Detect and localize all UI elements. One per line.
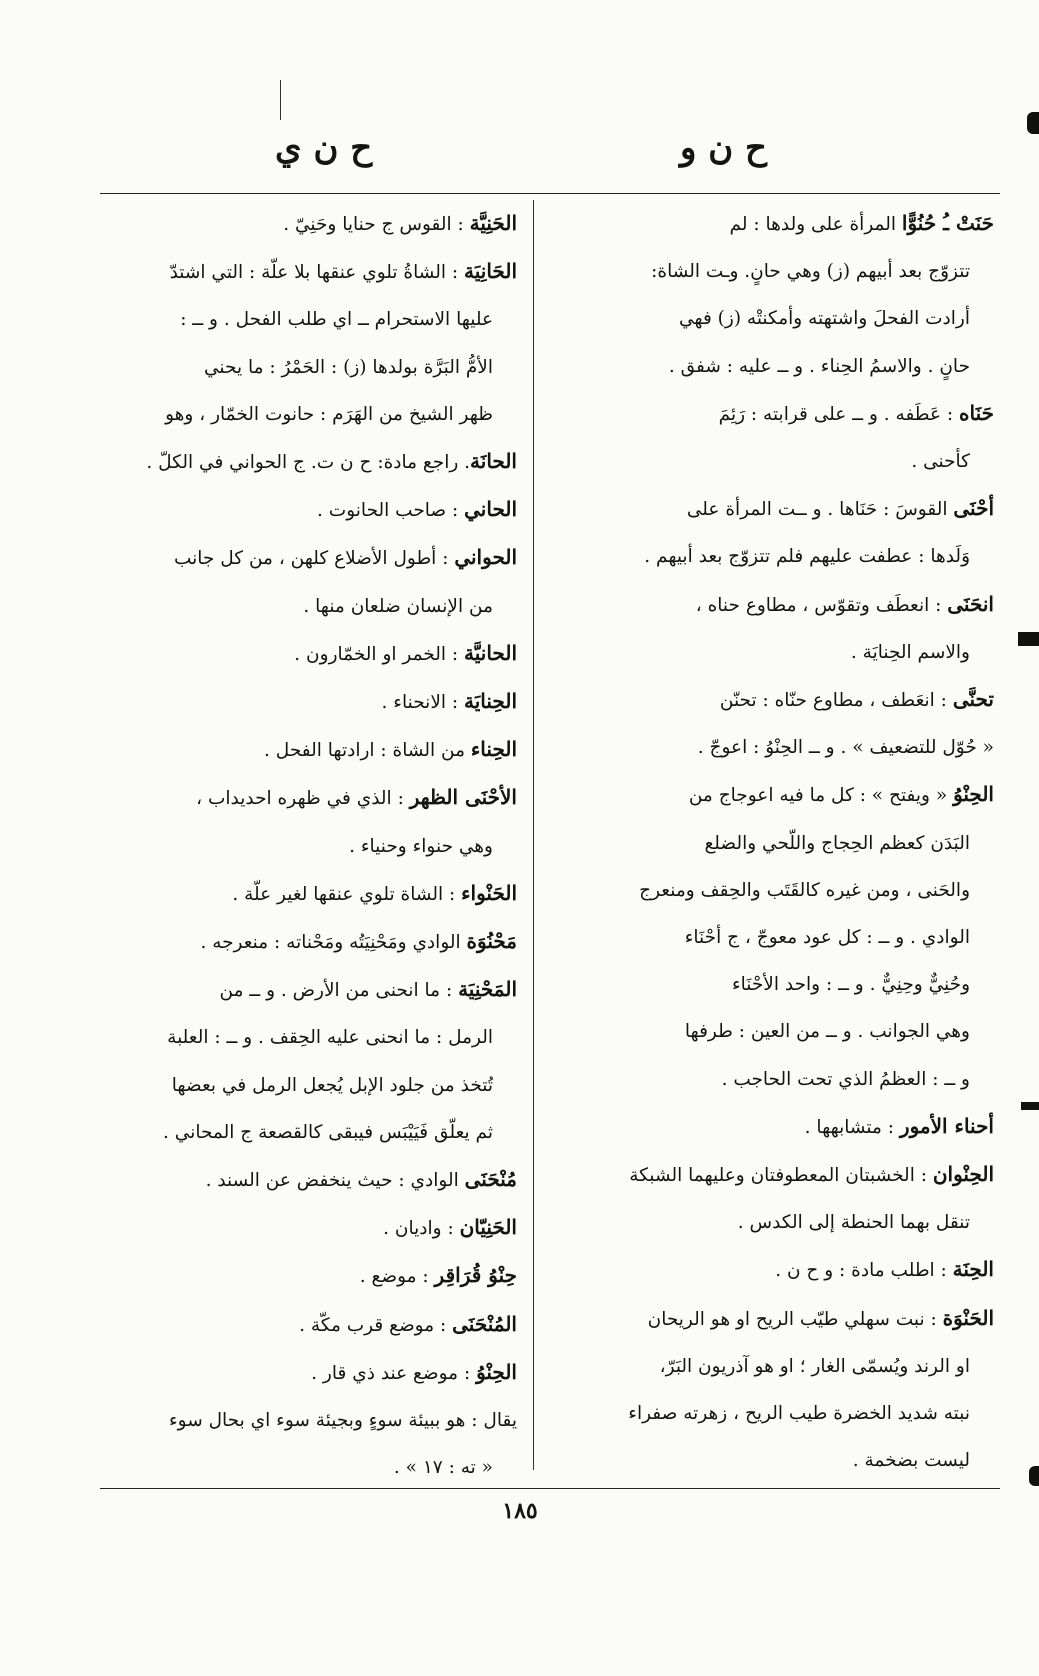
dictionary-line [548, 676, 994, 724]
dictionary-line [548, 820, 994, 867]
definition-text: : عَطَفه . و ــ على قرابته : رَئِمَ [718, 403, 960, 425]
definition-text: . راجع مادة: ح ن ت. ج الحواني في الكلّ . [146, 452, 471, 474]
headword: الحِنْوُ [476, 1359, 517, 1384]
dictionary-line [85, 918, 517, 966]
header-root-right: ح ن و [680, 128, 768, 168]
definition-text: : موضع . [359, 1266, 435, 1288]
definition-text: : الشاةُ تلوي عنقها بلا علّة : التي اشتدّ [169, 262, 465, 284]
dictionary-line [548, 771, 994, 819]
headword: الحِناء [470, 737, 517, 762]
definition-text: وَلَدها : عطفت عليهم فلم تتزوّج بعد أبيهم . [644, 546, 970, 568]
headword: الحِنايَة [464, 689, 517, 714]
top-rule [100, 193, 1000, 194]
headword: أحناء الأمور [899, 1113, 994, 1138]
dictionary-line [548, 1437, 994, 1484]
dictionary-line [548, 1390, 994, 1437]
dictionary-line [85, 1349, 517, 1397]
dictionary-line [85, 1062, 517, 1109]
definition-text: : الخمر او الخمّارون . [294, 643, 465, 665]
headword: الحانيَّة [464, 640, 517, 665]
dictionary-line [85, 296, 517, 343]
headword: حِنْوُ قُرَاقِر [434, 1263, 517, 1288]
headword: الحِنْوان [932, 1162, 994, 1187]
dictionary-line [548, 961, 994, 1008]
dictionary-line [548, 200, 994, 248]
definition-text: الرمل : ما انحنى عليه الحِقف . و ــ : العلبة [167, 1027, 493, 1049]
headword: الحِنَة [952, 1257, 994, 1282]
definition-text: نبته شديد الخضرة طيب الريح ، زهرته صفراء [628, 1403, 970, 1425]
headword: المُنْحَنَى [452, 1311, 517, 1336]
headword: الحَنِيّان [459, 1215, 517, 1240]
definition-text: : الذي في ظهره احديداب ، [196, 788, 410, 810]
scan-edge-mark [1029, 1466, 1039, 1486]
definition-text: تنقل بهما الحنطة إلى الكدس . [737, 1212, 970, 1234]
definition-text: و ــ : العظمُ الذي تحت الحاجب . [721, 1068, 970, 1090]
dictionary-line [85, 630, 517, 678]
headword: تحنَّى [952, 687, 994, 712]
definition-text: « ته : ١٧ » . [393, 1457, 493, 1479]
dictionary-line [85, 1156, 517, 1204]
column-divider [533, 200, 534, 1470]
headword: الأحْنَى الظهر [409, 785, 517, 810]
dictionary-line [548, 1056, 994, 1103]
dictionary-line [85, 486, 517, 534]
definition-text: والاسم الحِنايَة . [850, 641, 970, 663]
dictionary-line [85, 438, 517, 486]
dictionary-line [85, 1014, 517, 1061]
definition-text: تُتخذ من جلود الإبل يُجعل الرمل في بعضها [171, 1074, 493, 1096]
headword: مُنْحَنَى [464, 1167, 517, 1192]
headword: الحِنْوُ [953, 782, 994, 807]
left-column [85, 200, 517, 1491]
dictionary-line [548, 390, 994, 438]
definition-text: ليست بضخمة . [852, 1450, 970, 1472]
dictionary-line [548, 914, 994, 961]
dictionary-line [548, 581, 994, 629]
dictionary-line [548, 1008, 994, 1055]
dictionary-line [85, 583, 517, 630]
definition-text: ثم يعلّق فَيَيْبَس فيبقى كالقصعة ج المحاني . [163, 1121, 493, 1143]
dictionary-line [85, 774, 517, 822]
definition-text: من الشاة : ارادتها الفحل . [264, 740, 471, 762]
headword: حَنَتْ ـُ حُنُوًّا [901, 211, 994, 235]
definition-text: : موضع قرب مكّة . [299, 1314, 453, 1336]
dictionary-line [85, 726, 517, 774]
definition-text: كأحنى . [911, 451, 970, 473]
dictionary-line [85, 200, 517, 248]
definition-text: : انعطَف وتقوّس ، مطاوع حناه ، [695, 594, 948, 616]
dictionary-line [548, 343, 994, 390]
dictionary-line [85, 1109, 517, 1156]
dictionary-line [548, 1343, 994, 1390]
dictionary-line [85, 966, 517, 1014]
bottom-rule [100, 1488, 1000, 1489]
dictionary-line [548, 1246, 994, 1294]
dictionary-line [548, 533, 994, 580]
dictionary-line [548, 1295, 994, 1343]
headword: الحَنْوَة [942, 1305, 994, 1330]
dictionary-line [85, 678, 517, 726]
definition-text: : نبت سهلي طيّب الريح او هو الريحان [647, 1308, 943, 1330]
headword: الحَانِيَة [464, 259, 517, 284]
dictionary-line [548, 867, 994, 914]
headword: المَحْنِيَة [458, 977, 517, 1002]
headword: الحواني [454, 545, 517, 570]
dictionary-line [85, 344, 517, 391]
definition-text: وهي حنواء وحنياء . [349, 835, 493, 857]
dictionary-line [548, 1199, 994, 1246]
definition-text: « حُوّل للتضعيف » . و ــ الحِنْوُ : اعوجّ . [697, 737, 994, 759]
definition-text: والحَنى ، ومن غيره كالقَتَب والحِقف ومنعرج [639, 879, 970, 901]
definition-text: « ويفتح » : كل ما فيه اعوجاج من [688, 785, 954, 807]
headword: انحَنَى [947, 591, 994, 616]
definition-text: تتزوّج بعد أبيهم (ز) وهي حانٍ. وـت الشاة: [651, 261, 970, 283]
definition-text: : الانحناء . [381, 692, 465, 714]
definition-text: حانٍ . والاسمُ الحِناء . و ــ عليه : شفق . [668, 355, 970, 377]
dictionary-line [85, 1301, 517, 1349]
definition-text: : اطلب مادة : و ح ن . [775, 1260, 953, 1282]
dictionary-line [85, 1252, 517, 1300]
definition-text: : الخشبتان المعطوفتان وعليهما الشبكة [629, 1165, 933, 1187]
headword: مَحْنُوَة [466, 929, 517, 954]
dictionary-line [548, 295, 994, 342]
definition-text: المرأة على ولدها : لم [729, 214, 902, 235]
dictionary-line [85, 1444, 517, 1491]
definition-text: : متشابهها . [804, 1116, 900, 1138]
definition-text: من الإنسان ضلعان منها . [303, 595, 493, 617]
definition-text: : موضع عند ذي قار . [311, 1362, 477, 1384]
dictionary-line [85, 391, 517, 438]
definition-text: : واديان . [383, 1218, 460, 1240]
definition-text: ظهر الشيخ من الهَرَم : حانوت الخمّار ، وهو [165, 403, 493, 425]
page-number: ١٨٥ [502, 1498, 538, 1524]
definition-text: الوادي . و ــ : كل عود معوجّ ، ج أحْنَاء [684, 927, 970, 949]
dictionary-line [85, 534, 517, 582]
dictionary-line [548, 629, 994, 676]
right-column [548, 200, 994, 1484]
definition-text: أرادت الفحلَ واشتهته وأمكنتْه (ز) فهي [679, 308, 970, 330]
definition-text: : أطول الأضلاع كلهن ، من كل جانب [173, 548, 455, 570]
scan-edge-mark [1018, 632, 1039, 646]
definition-text: القوسَ : حَنَاها . و ــت المرأة على [686, 499, 954, 521]
headword: الحَنِيَّة [469, 211, 517, 235]
headword: حَنَاه [959, 400, 994, 425]
definition-text: : صاحب الحانوت . [317, 500, 465, 522]
dictionary-line [85, 1204, 517, 1252]
headword: الحاني [464, 497, 517, 522]
definition-text: الوادي ومَحْنِيَتُه ومَحْناته : منعرجه . [200, 932, 467, 954]
dictionary-line [548, 724, 994, 771]
definition-text: : الشاة تلوي عنقها لغير علّة . [232, 883, 462, 905]
definition-text: وهي الجوانب . و ــ من العين : طرفها [684, 1021, 970, 1043]
dictionary-line [85, 1397, 517, 1444]
definition-text: عليها الاستحرام ــ اي طلب الفحل . و ــ : [180, 309, 493, 331]
header-root-left: ح ن ي [275, 128, 373, 168]
top-tick [280, 80, 281, 120]
dictionary-line [85, 870, 517, 918]
dictionary-line [548, 438, 994, 485]
definition-text: او الرند ويُسمّى الغار ؛ او هو آذريون البَرّ، [659, 1355, 970, 1377]
definition-text: : ما انحنى من الأرض . و ــ من [219, 980, 459, 1002]
definition-text: وحُنِيٌّ وحِنِيٌّ . و ــ : واحد الأحْنَاء [731, 974, 970, 996]
scan-edge-mark [1021, 1102, 1039, 1110]
headword: الحَنْواء [461, 880, 517, 905]
dictionary-line [85, 248, 517, 296]
dictionary-line [85, 823, 517, 870]
definition-text: : القوس ج حنايا وحَنِيّ . [283, 214, 470, 235]
headword: الحانَة [470, 449, 517, 474]
scan-edge-mark [1027, 112, 1039, 134]
definition-text: : انعَطف ، مطاوع حنّاه : تحنّن [719, 690, 953, 712]
definition-text: يقال : هو ببيئة سوءٍ وبجيئة سوء اي بحال سوء [168, 1410, 517, 1432]
definition-text: البَدَن كعظم الحِجاج واللّحي والضلع [704, 832, 970, 854]
dictionary-line [548, 248, 994, 295]
headword: أحْنَى [953, 496, 994, 521]
dictionary-line [548, 1151, 994, 1199]
dictionary-line [548, 485, 994, 533]
definition-text: الأمُّ البَرَّة بولدها (ز) : الحَمْرُ : ما يحني [204, 356, 493, 378]
dictionary-line [548, 1103, 994, 1151]
definition-text: الوادي : حيث ينخفض عن السند . [205, 1170, 465, 1192]
